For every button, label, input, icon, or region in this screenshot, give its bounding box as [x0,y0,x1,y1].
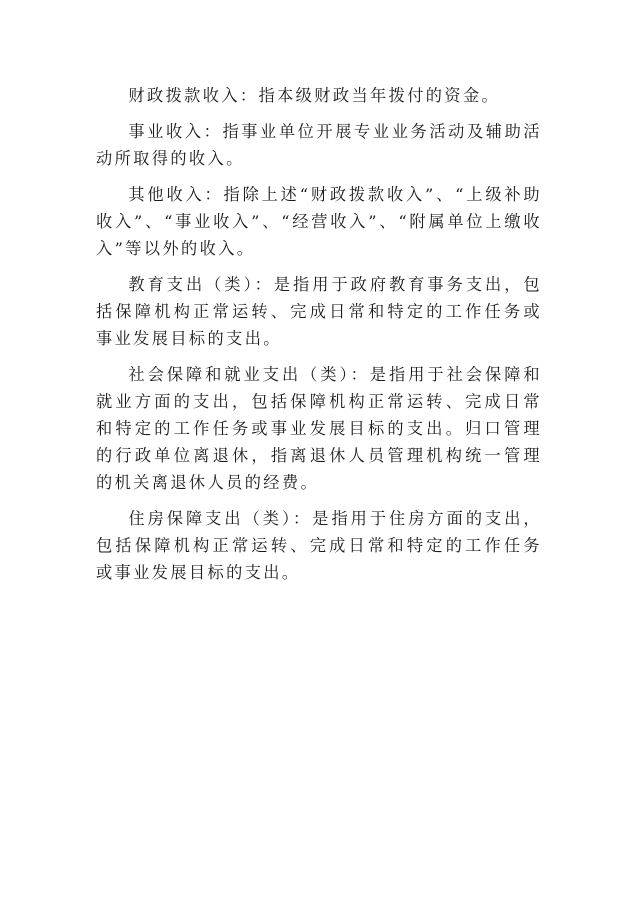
paragraph-business-income: 事业收入：指事业单位开展专业业务活动及辅助活动所取得的收入。 [96,122,542,168]
paragraph-housing-expenditure: 住房保障支出（类）：是指用于住房方面的支出，包括保障机构正常运转、完成日常和特定的工作任务或事业发展目标的支出。 [96,509,542,582]
paragraph-social-security-expenditure: 社会保障和就业支出（类）：是指用于社会保障和就业方面的支出，包括保障机构正常运转、完成日常和特定的工作任务或事业发展目标的支出。归口管理的行政单位离退休，指离退休人员管理机构统一管理的机关离退休人员的经费。 [96,365,542,492]
document-body [96,82,542,595]
paragraph-other-income: 其他收入：指除上述“财政拨款收入”、“上级补助收入”、“事业收入”、“经营收入”、“附属单位上缴收入”等以外的收入。 [96,185,542,258]
paragraph-fiscal-appropriation-income: 财政拨款收入：指本级财政当年拨付的资金。 [128,86,501,105]
paragraph-education-expenditure: 教育支出（类）：是指用于政府教育事务支出，包括保障机构正常运转、完成日常和特定的工作任务或事业发展目标的支出。 [96,275,542,348]
